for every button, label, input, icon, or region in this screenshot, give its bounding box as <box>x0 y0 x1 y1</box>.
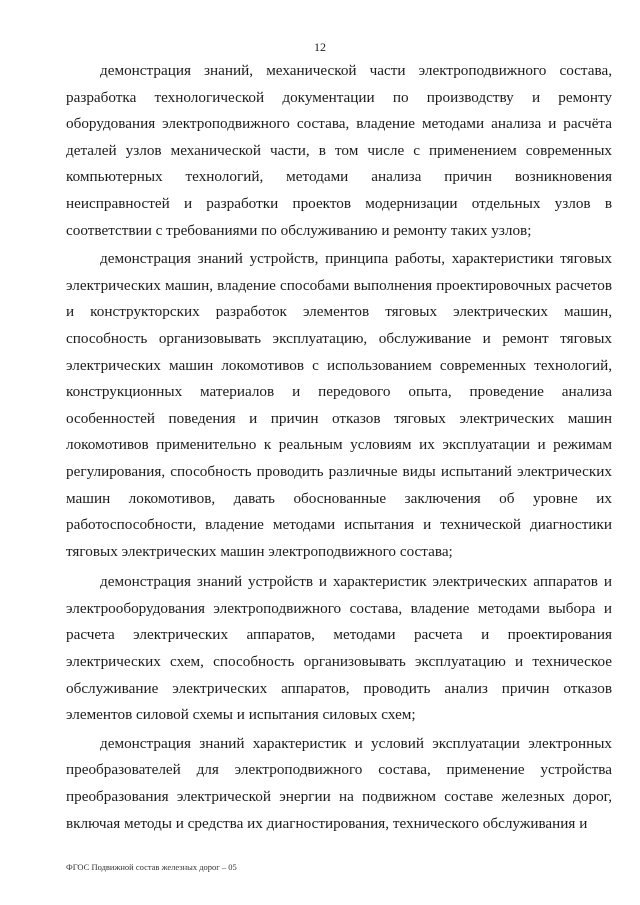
paragraph-mechanical-part: демонстрация знаний, механической части электроподвижного состава, разработка технологической документации по производству и ремонту оборудования электроподвижного состава, владение методами анализа и расчёта деталей узлов механической части, в том числе с применением современных компьютерных технологий, методами анализа причин возникновения неисправностей и разработки проектов модернизации отдельных узлов в соответствии с требованиями по обслуживанию и ремонту таких узлов; <box>66 62 612 239</box>
paragraph-electrical-apparatus: демонстрация знаний устройств и характеристик электрических аппаратов и электрооборудования электроподвижного состава, владение методами выбора и расчета электрических аппаратов, методами расчета и проектирования электрических схем, способность организовывать эксплуатацию и техническое обслуживание электрических аппаратов, проводить анализ причин отказов элементов силовой схемы и испытания силовых схем; <box>66 573 612 724</box>
body-text <box>66 58 612 837</box>
paragraph-traction-machines: демонстрация знаний устройств, принципа работы, характеристики тяговых электрических машин, владение способами выполнения проектировочных расчетов и конструкторских разработок элементов тяговых электрических машин, способность организовывать эксплуатацию, обслуживание и ремонт тяговых электрических машин локомотивов с использованием современных технологий, конструкционных материалов и передового опыта, проведение анализа особенностей поведения и причин отказов тяговых электрических машин локомотивов применительно к реальным условиям их эксплуатации и режимам регулирования, способность проводить различные виды испытаний электрических машин локомотивов, давать обоснованные заключения об уровне их работоспособности, владение методами испытания и технической диагностики тяговых электрических машин электроподвижного состава; <box>66 250 612 560</box>
page-footer: ФГОС Подвижной состав железных дорог – 05 <box>66 862 237 872</box>
paragraph-electronic-converters: демонстрация знаний характеристик и условий эксплуатации электронных преобразователей для электроподвижного состава, применение устройства преобразования электрической энергии на подвижном составе железных дорог, включая методы и средства их диагностирования, технического обслуживания и <box>66 734 612 832</box>
page-number: 12 <box>314 40 326 54</box>
